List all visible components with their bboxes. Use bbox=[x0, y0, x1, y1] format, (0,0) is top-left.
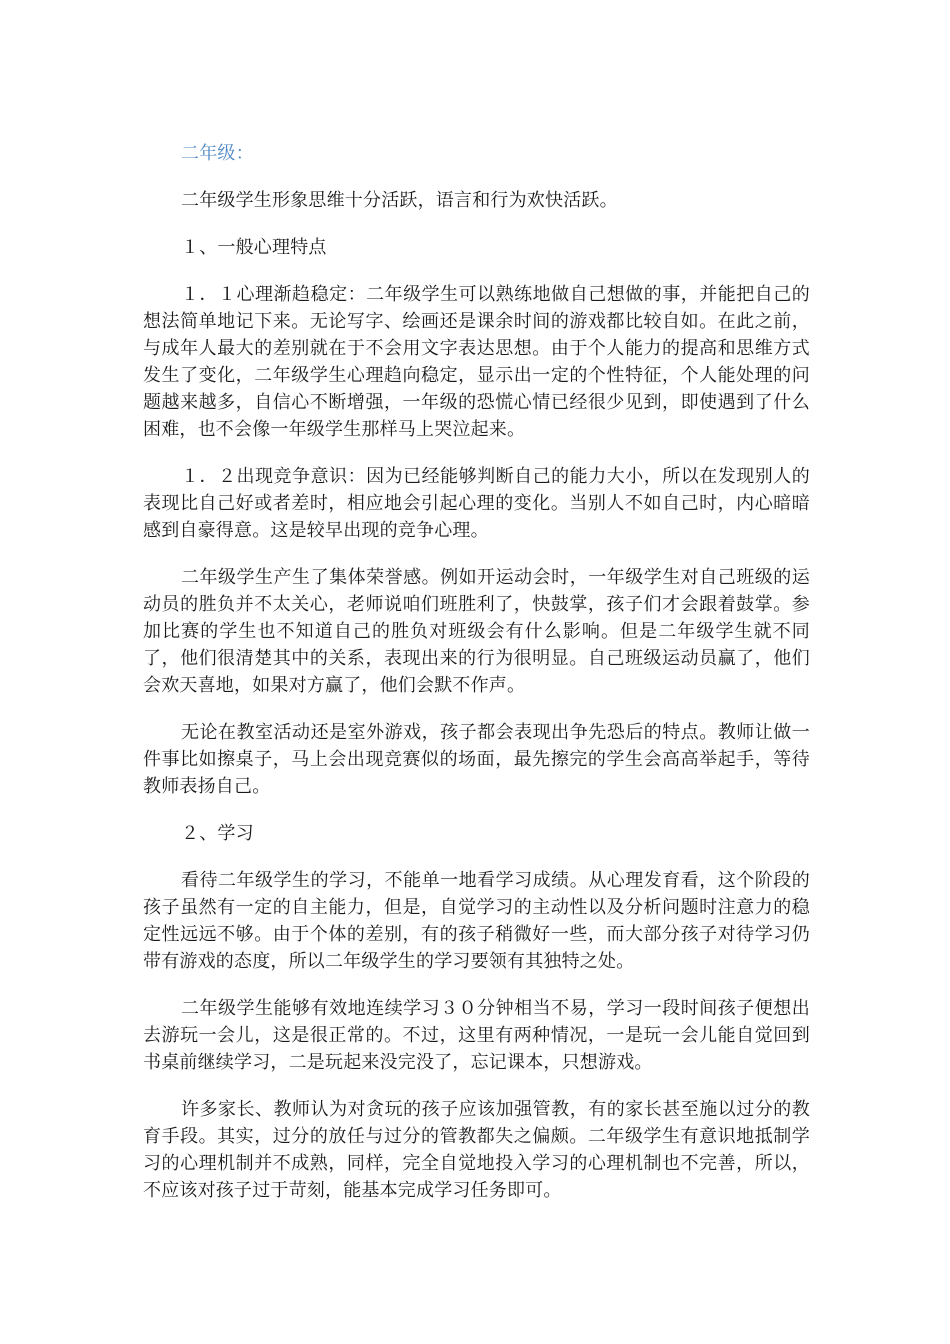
paragraph-2-1: 看待二年级学生的学习，不能单一地看学习成绩。从心理发育看，这个阶段的孩子虽然有一定的自主能力，但是，自觉学习的主动性以及分析问题时注意力的稳定性远远不够。由于个体的差别，有的孩子稍微好一些，而大部分孩子对待学习仍带有游戏的态度，所以二年级学生的学习要领有其独特之处。 bbox=[143, 870, 810, 972]
paragraph-2-2: 二年级学生能够有效地连续学习３０分钟相当不易，学习一段时间孩子便想出去游玩一会儿，这是很正常的。不过，这里有两种情况，一是玩一会儿能自觉回到书桌前继续学习，二是玩起来没完没了，忘记课本，只想游戏。 bbox=[143, 998, 810, 1073]
paragraph-competition: 无论在教室活动还是室外游戏，孩子都会表现出争先恐后的特点。教师让做一件事比如擦桌子，马上会出现竞赛似的场面，最先擦完的学生会高高举起手，等待教师表扬自己。 bbox=[143, 722, 810, 797]
document-body bbox=[143, 140, 810, 1224]
paragraph-2-3: 许多家长、教师认为对贪玩的孩子应该加强管教，有的家长甚至施以过分的教育手段。其实，过分的放任与过分的管教都失之偏颇。二年级学生有意识地抵制学习的心理机制并不成熟，同样，完全自觉地投入学习的心理机制也不完善，所以，不应该对孩子过于苛刻，能基本完成学习任务即可。 bbox=[143, 1099, 810, 1201]
paragraph-collective-honor: 二年级学生产生了集体荣誉感。例如开运动会时，一年级学生对自己班级的运动员的胜负并不太关心，老师说咱们班胜利了，快鼓掌，孩子们才会跟着鼓掌。参加比赛的学生也不知道自己的胜负对班级会有什么影响。但是二年级学生就不同了，他们很清楚其中的关系，表现出来的行为很明显。自己班级运动员赢了，他们会欢天喜地，如果对方赢了，他们会默不作声。 bbox=[143, 567, 810, 696]
grade-heading: 二年级： bbox=[181, 143, 254, 164]
section-1-title: １、一般心理特点 bbox=[181, 237, 327, 258]
intro-paragraph: 二年级学生形象思维十分活跃，语言和行为欢快活跃。 bbox=[181, 190, 618, 211]
paragraph-1-2: １．２出现竞争意识：因为已经能够判断自己的能力大小，所以在发现别人的表现比自己好或者差时，相应地会引起心理的变化。当别人不如自己时，内心暗暗感到自豪得意。这是较早出现的竞争心理。 bbox=[143, 466, 810, 541]
paragraph-1-1: １．１心理渐趋稳定：二年级学生可以熟练地做自己想做的事，并能把自己的想法简单地记下来。无论写字、绘画还是课余时间的游戏都比较自如。在此之前，与成年人最大的差别就在于不会用文字表达思想。由于个人能力的提高和思维方式发生了变化，二年级学生心理趋向稳定，显示出一定的个性特征，个人能处理的问题越来越多，自信心不断增强，一年级的恐慌心情已经很少见到，即使遇到了什么困难，也不会像一年级学生那样马上哭泣起来。 bbox=[143, 284, 810, 440]
section-2-title: ２、学习 bbox=[181, 823, 254, 844]
